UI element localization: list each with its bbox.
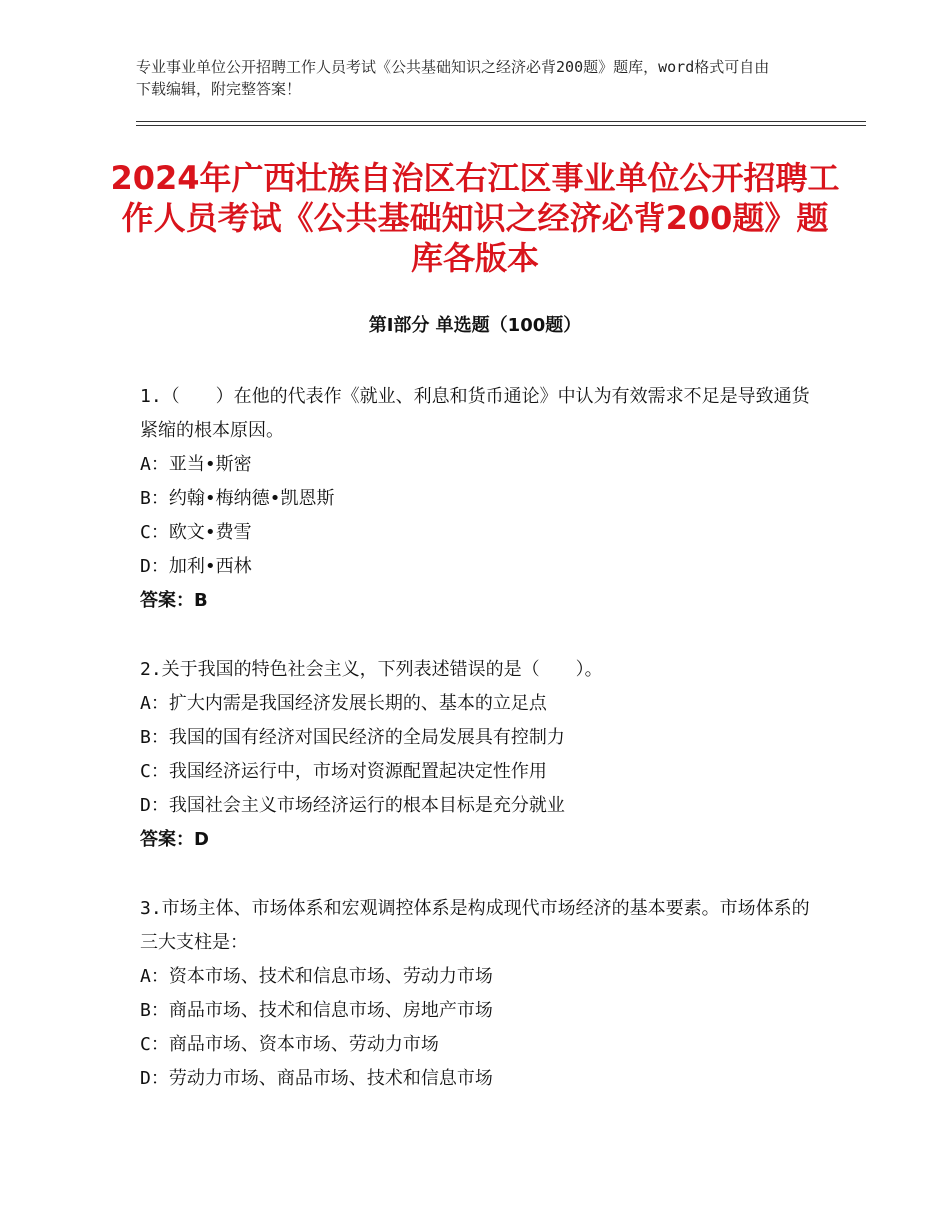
question-1	[140, 380, 820, 618]
document-title: 2024年广西壮族自治区右江区事业单位公开招聘工作人员考试《公共基础知识之经济必背200题》题库各版本	[110, 159, 840, 277]
option-c: C：商品市场、资本市场、劳动力市场	[140, 1034, 439, 1055]
option-c: C：我国经济运行中，市场对资源配置起决定性作用	[140, 761, 547, 782]
question-stem: 1.（ ）在他的代表作《就业、利息和货币通论》中认为有效需求不足是导致通货紧缩的根本原因。	[140, 386, 810, 441]
option-d: D：加利•西林	[140, 556, 252, 577]
option-c: C：欧文•费雪	[140, 522, 252, 543]
question-stem: 2.关于我国的特色社会主义，下列表述错误的是（ ）。	[140, 659, 603, 680]
answer: 答案：B	[140, 590, 208, 611]
question-2	[140, 653, 820, 857]
option-b: B：约翰•梅纳德•凯恩斯	[140, 488, 335, 509]
option-a: A：亚当•斯密	[140, 454, 252, 475]
header-notice: 专业事业单位公开招聘工作人员考试《公共基础知识之经济必背200题》题库，word格式可自由下载编辑，附完整答案！	[136, 58, 770, 98]
header-rule-thin	[136, 125, 866, 126]
question-3	[140, 892, 820, 1096]
question-stem: 3.市场主体、市场体系和宏观调控体系是构成现代市场经济的基本要素。市场体系的三大支柱是：	[140, 898, 810, 953]
option-a: A：资本市场、技术和信息市场、劳动力市场	[140, 966, 493, 987]
option-d: D：劳动力市场、商品市场、技术和信息市场	[140, 1068, 493, 1089]
option-b: B：商品市场、技术和信息市场、房地产市场	[140, 1000, 493, 1021]
answer: 答案：D	[140, 829, 209, 850]
part-heading: 第Ⅰ部分 单选题（100题）	[368, 315, 582, 336]
option-d: D：我国社会主义市场经济运行的根本目标是充分就业	[140, 795, 565, 816]
option-b: B：我国的国有经济对国民经济的全局发展具有控制力	[140, 727, 565, 748]
header-rule-thick	[136, 121, 866, 122]
option-a: A：扩大内需是我国经济发展长期的、基本的立足点	[140, 693, 547, 714]
